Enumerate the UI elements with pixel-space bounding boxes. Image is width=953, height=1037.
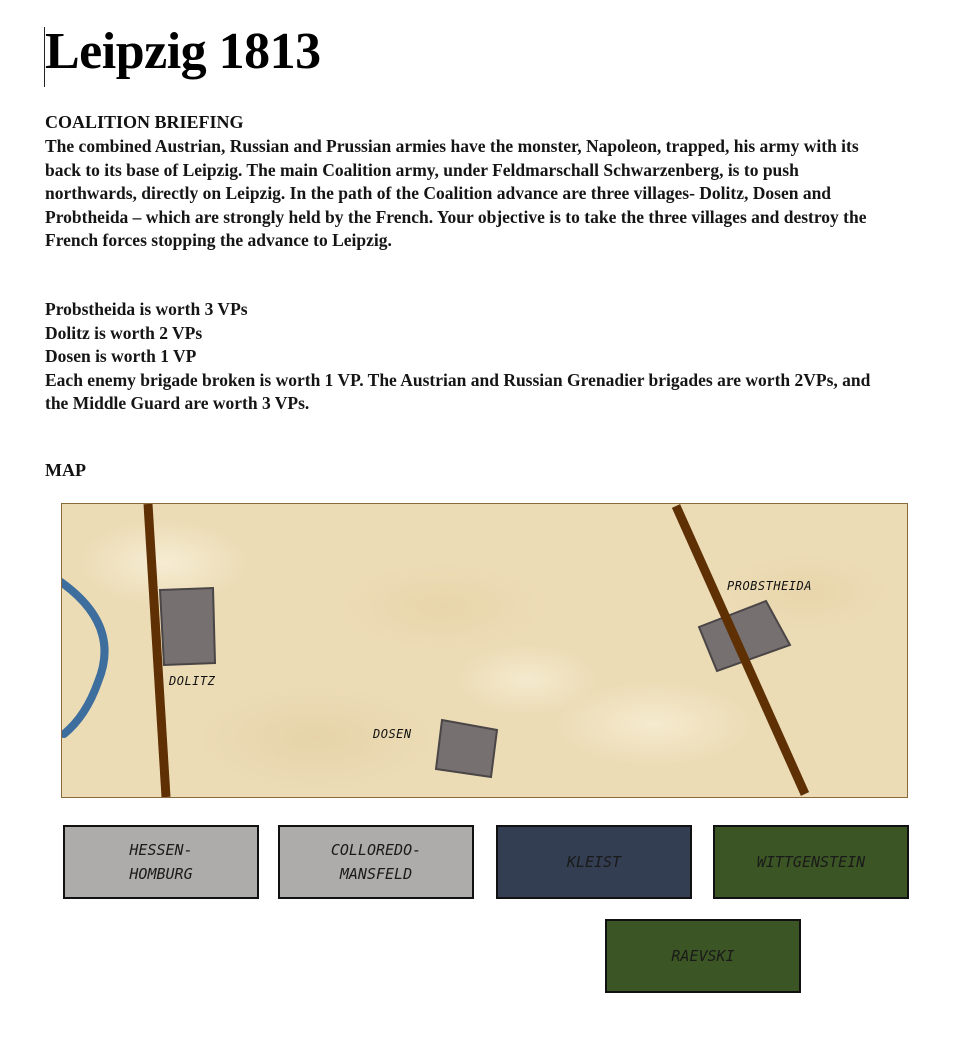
unit-kleist[interactable]: KLEIST [496, 825, 692, 899]
victory-points-list [45, 298, 885, 416]
document-title: Leipzig 1813 [45, 23, 321, 80]
vp-item-dosen: Dosen is worth 1 VP [45, 346, 197, 366]
map-label-dolitz: DOLITZ [169, 674, 216, 688]
river [62, 580, 105, 734]
unit-colloredo-mansfeld[interactable]: COLLOREDO- MANSFELD [278, 825, 474, 899]
briefing-text: The combined Austrian, Russian and Prussian armies have the monster, Napoleon, trapped, his army with its back to its base of Leipzig. The main Coalition army, under Feldmarschall Schwarzenberg, is to push northwards, directly on Leipzig. In the path of the Coalition advance are three villages- Dolitz, Dosen and Probtheida – which are strongly held by the French. Your objective is to take the three villages and destroy the French forces stopping the advance to Leipzig. [45, 136, 867, 250]
battle-map [61, 503, 908, 798]
village-dosen [436, 720, 497, 777]
vp-item-brigades: Each enemy brigade broken is worth 1 VP. The Austrian and Russian Grenadier brigades are worth 2VPs, and the Middle Guard are worth 3 VPs. [45, 369, 871, 413]
vp-item-probstheida: Probstheida is worth 3 VPs [45, 299, 248, 319]
briefing-heading: COALITION BRIEFING [45, 112, 244, 132]
map-heading: MAP [45, 460, 86, 480]
unit-hessen-homburg[interactable]: HESSEN- HOMBURG [63, 825, 259, 899]
map-label-dosen: DOSEN [373, 727, 412, 741]
map-graphics [62, 504, 907, 797]
unit-wittgenstein[interactable]: WITTGENSTEIN [713, 825, 909, 899]
unit-raevski[interactable]: RAEVSKI [605, 919, 801, 993]
road-east [676, 506, 805, 794]
map-label-probstheida: PROBSTHEIDA [727, 579, 812, 593]
village-dolitz [160, 588, 215, 665]
vp-item-dolitz: Dolitz is worth 2 VPs [45, 322, 203, 343]
